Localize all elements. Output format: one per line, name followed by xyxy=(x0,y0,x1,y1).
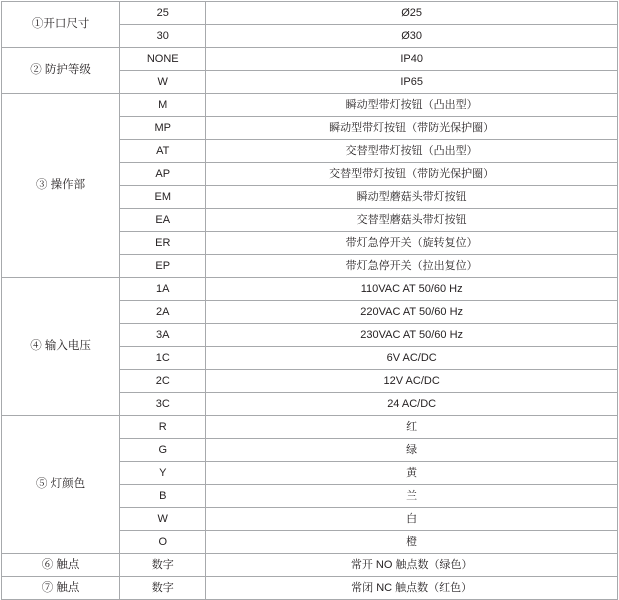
option-description: 12V AC/DC xyxy=(206,370,618,393)
option-description: 带灯急停开关（拉出复位） xyxy=(206,255,618,278)
option-code: O xyxy=(120,531,206,554)
option-description: 24 AC/DC xyxy=(206,393,618,416)
specification-table-body xyxy=(2,2,618,600)
option-description: 瞬动型蘑菇头带灯按钮 xyxy=(206,186,618,209)
table-row xyxy=(2,577,618,600)
option-description: 白 xyxy=(206,508,618,531)
option-code: EM xyxy=(120,186,206,209)
group-label: ⑤ 灯颜色 xyxy=(2,416,120,554)
option-description: 绿 xyxy=(206,439,618,462)
option-code: 2A xyxy=(120,301,206,324)
option-code: W xyxy=(120,71,206,94)
option-code: 1C xyxy=(120,347,206,370)
option-code: EP xyxy=(120,255,206,278)
table-row xyxy=(2,2,618,25)
option-description: 瞬动型带灯按钮（带防光保护圈） xyxy=(206,117,618,140)
option-code: AT xyxy=(120,140,206,163)
table-row xyxy=(2,94,618,117)
option-code: NONE xyxy=(120,48,206,71)
group-label: ③ 操作部 xyxy=(2,94,120,278)
option-code: 25 xyxy=(120,2,206,25)
group-label: ①开口尺寸 xyxy=(2,2,120,48)
option-code: 数字 xyxy=(120,577,206,600)
option-description: 瞬动型带灯按钮（凸出型） xyxy=(206,94,618,117)
option-description: 交替型蘑菇头带灯按钮 xyxy=(206,209,618,232)
table-row xyxy=(2,554,618,577)
option-code: EA xyxy=(120,209,206,232)
option-code: 30 xyxy=(120,25,206,48)
option-description: Ø30 xyxy=(206,25,618,48)
option-description: 230VAC AT 50/60 Hz xyxy=(206,324,618,347)
option-code: G xyxy=(120,439,206,462)
option-description: 常开 NO 触点数（绿色） xyxy=(206,554,618,577)
option-code: MP xyxy=(120,117,206,140)
group-label: ④ 输入电压 xyxy=(2,278,120,416)
option-code: 2C xyxy=(120,370,206,393)
option-description: 橙 xyxy=(206,531,618,554)
option-description: IP65 xyxy=(206,71,618,94)
option-code: M xyxy=(120,94,206,117)
group-label: ② 防护等级 xyxy=(2,48,120,94)
option-description: 常闭 NC 触点数（红色） xyxy=(206,577,618,600)
table-row xyxy=(2,416,618,439)
option-description: 黄 xyxy=(206,462,618,485)
option-description: 兰 xyxy=(206,485,618,508)
option-description: Ø25 xyxy=(206,2,618,25)
option-description: 交替型带灯按钮（凸出型） xyxy=(206,140,618,163)
option-code: B xyxy=(120,485,206,508)
option-code: ER xyxy=(120,232,206,255)
option-code: 3C xyxy=(120,393,206,416)
table-row xyxy=(2,278,618,301)
option-code: Y xyxy=(120,462,206,485)
option-description: 红 xyxy=(206,416,618,439)
option-description: IP40 xyxy=(206,48,618,71)
option-description: 6V AC/DC xyxy=(206,347,618,370)
option-description: 带灯急停开关（旋转复位） xyxy=(206,232,618,255)
option-description: 220VAC AT 50/60 Hz xyxy=(206,301,618,324)
option-code: 数字 xyxy=(120,554,206,577)
option-code: AP xyxy=(120,163,206,186)
option-description: 110VAC AT 50/60 Hz xyxy=(206,278,618,301)
specification-table xyxy=(1,1,618,600)
option-code: 1A xyxy=(120,278,206,301)
table-row xyxy=(2,48,618,71)
option-description: 交替型带灯按钮（带防光保护圈） xyxy=(206,163,618,186)
group-label: ⑥ 触点 xyxy=(2,554,120,577)
option-code: R xyxy=(120,416,206,439)
option-code: W xyxy=(120,508,206,531)
option-code: 3A xyxy=(120,324,206,347)
group-label: ⑦ 触点 xyxy=(2,577,120,600)
